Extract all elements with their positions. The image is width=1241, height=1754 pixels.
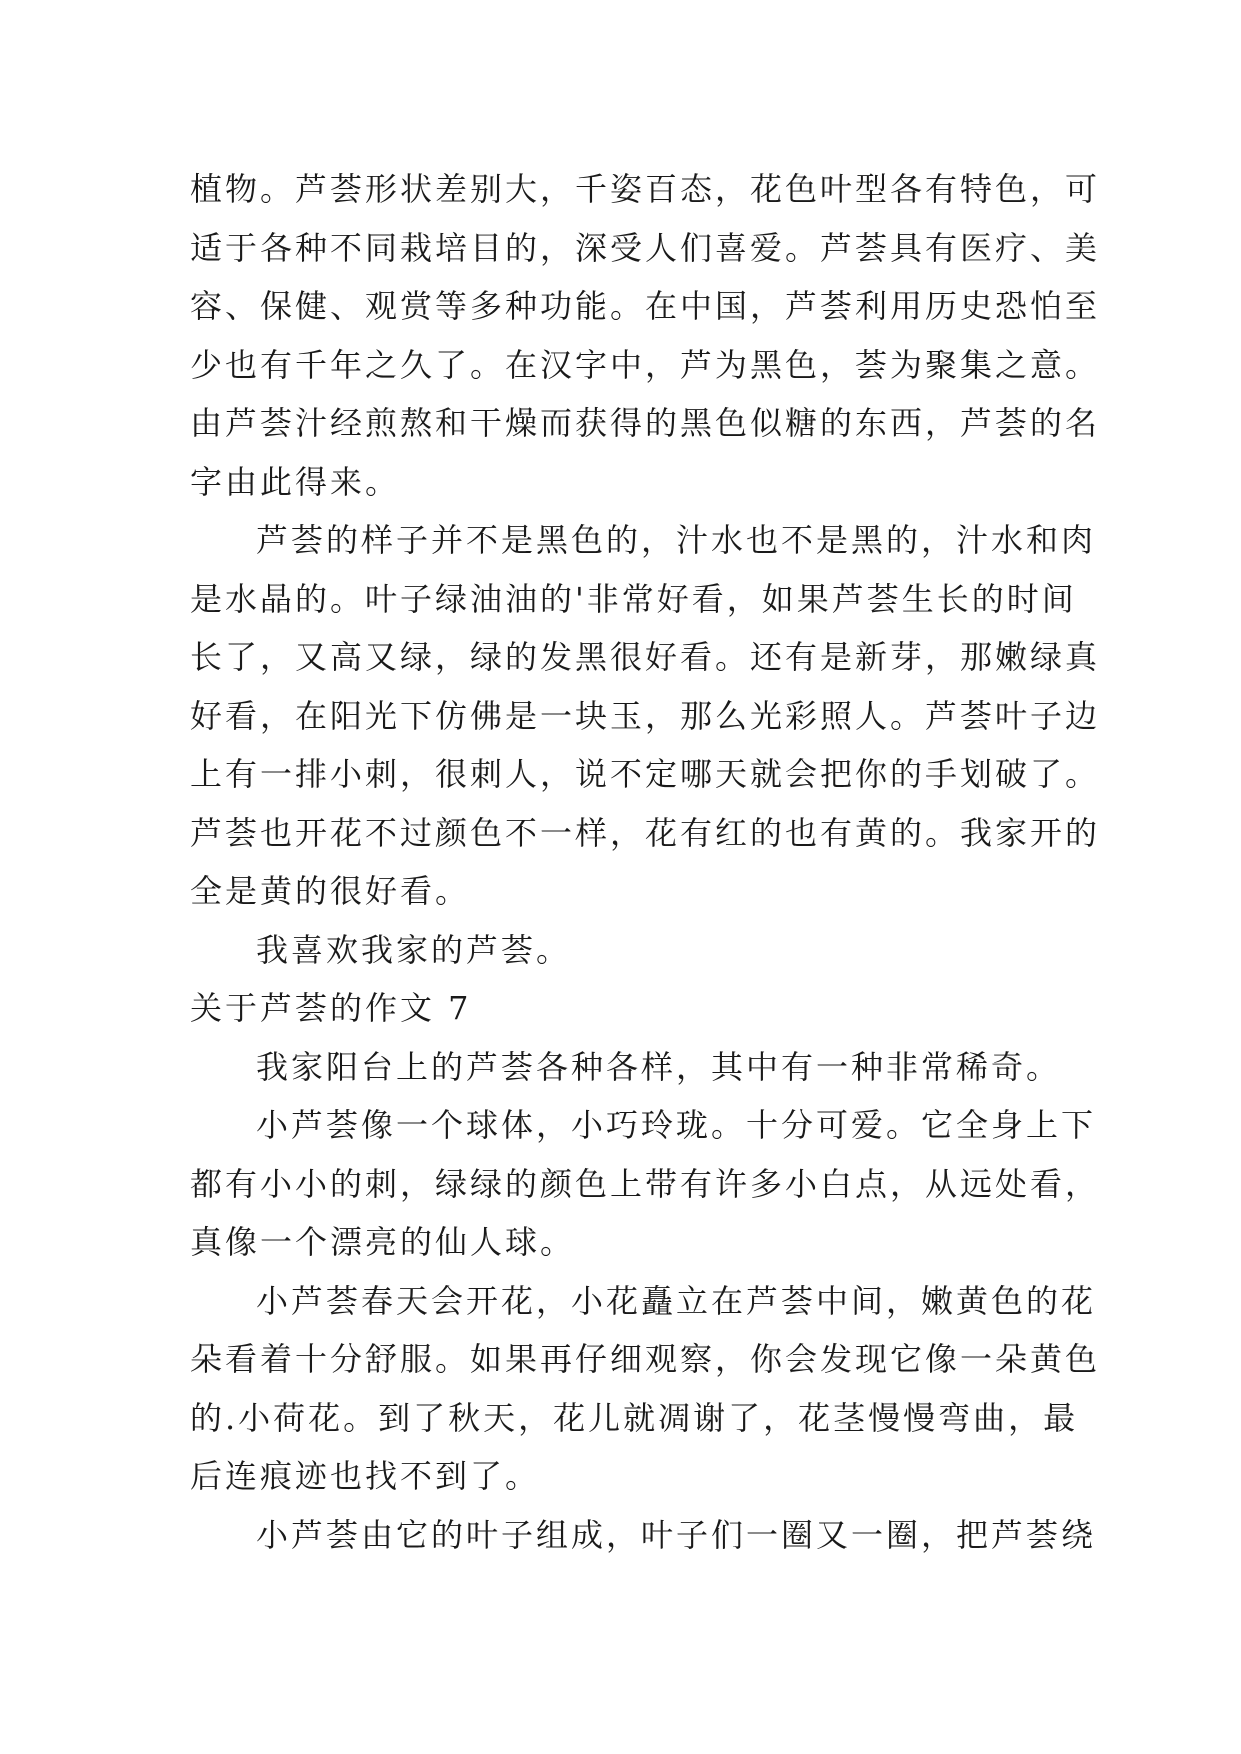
text-line: 的.小荷花。到了秋天，花儿就凋谢了，花茎慢慢弯曲，最 bbox=[190, 1398, 1079, 1437]
paragraph-first-line: 小芦荟像一个球体，小巧玲珑。十分可爱。它全身上下 bbox=[256, 1106, 1097, 1144]
text-line: 全是黄的很好看。 bbox=[190, 872, 471, 910]
text-line: 长了，又高又绿，绿的发黑很好看。还有是新芽，那嫩绿真 bbox=[190, 638, 1101, 676]
text-line: 好看，在阳光下仿佛是一块玉，那么光彩照人。芦荟叶子边 bbox=[190, 696, 1101, 735]
text-line: 容、保健、观赏等多种功能。在中国，芦荟利用历史恐怕至 bbox=[190, 287, 1101, 325]
text-line: 上有一排小刺，很刺人，说不定哪天就会把你的手划破了。 bbox=[190, 755, 1101, 793]
paragraph-first-line: 小芦荟由它的叶子组成，叶子们一圈又一圈，把芦荟绕 bbox=[256, 1515, 1097, 1554]
text-line: 都有小小的刺，绿绿的颜色上带有许多小白点，从远处看， bbox=[190, 1164, 1101, 1203]
text-line: 由芦荟汁经煎熬和干燥而获得的黑色似糖的东西，芦荟的名 bbox=[190, 404, 1101, 442]
paragraph-first-line: 小芦荟春天会开花，小花矗立在芦荟中间，嫩黄色的花 bbox=[256, 1281, 1097, 1320]
text-line: 后连痕迹也找不到了。 bbox=[190, 1457, 541, 1495]
text-line: 是水晶的。叶子绿油油的'非常好看，如果芦荟生长的时间 bbox=[190, 579, 1077, 618]
document-body bbox=[190, 160, 1101, 1564]
text-line: 朵看着十分舒服。如果再仔细观察，你会发现它像一朵黄色 bbox=[190, 1340, 1101, 1378]
text-line: 少也有千年之久了。在汉字中，芦为黑色，荟为聚集之意。 bbox=[190, 345, 1101, 384]
section-heading: 关于芦荟的作文 7 bbox=[190, 989, 472, 1027]
paragraph-first-line: 芦荟的样子并不是黑色的，汁水也不是黑的，汁水和肉 bbox=[256, 521, 1097, 559]
paragraph-first-line: 我家阳台上的芦荟各种各样，其中有一种非常稀奇。 bbox=[256, 1047, 1062, 1086]
text-line: 芦荟也开花不过颜色不一样，花有红的也有黄的。我家开的 bbox=[190, 813, 1101, 852]
text-line: 真像一个漂亮的仙人球。 bbox=[190, 1223, 576, 1261]
text-line: 适于各种不同栽培目的，深受人们喜爱。芦荟具有医疗、美 bbox=[190, 228, 1101, 267]
text-line: 字由此得来。 bbox=[190, 462, 401, 501]
text-line: 植物。芦荟形状差别大，千姿百态，花色叶型各有特色，可 bbox=[190, 170, 1101, 208]
paragraph-first-line: 我喜欢我家的芦荟。 bbox=[256, 930, 572, 969]
